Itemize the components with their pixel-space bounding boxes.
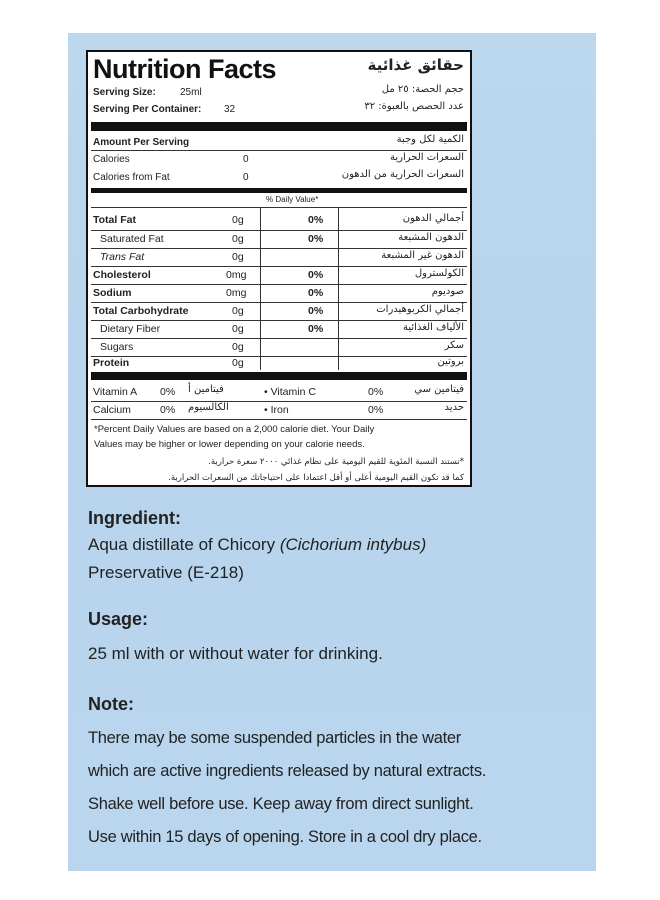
divider [91, 419, 467, 420]
nutrient-row [88, 321, 470, 338]
serving-size-arabic: حجم الحصة: ٢٥ مل [381, 84, 464, 95]
serving-size-value: 25ml [180, 87, 202, 98]
vitamin-c-arabic: فيتامين سي [414, 384, 464, 395]
calories-fat-arabic: السعرات الحرارية من الدهون [341, 169, 464, 180]
thick-rule [91, 372, 467, 380]
nutrient-arabic: سكر [444, 340, 464, 351]
footnote-english [94, 422, 464, 452]
nutrient-row [88, 212, 470, 229]
ingredient-text: Aqua distillate of Chicory [88, 535, 280, 554]
calories-label: Calories [93, 154, 130, 165]
thick-rule [91, 122, 467, 131]
ingredient-line-1 [88, 535, 426, 555]
servings-arabic: عدد الحصص بالعبوة: ٣٢ [364, 101, 464, 112]
nutrient-arabic: صوديوم [431, 286, 464, 297]
ingredient-heading: Ingredient: [88, 508, 181, 528]
vitamin-a-arabic: فيتامين أ [188, 384, 224, 395]
nutrient-amount: 0g [232, 305, 244, 317]
nutrient-label: Saturated Fat [100, 233, 164, 245]
note-line: Shake well before use. Keep away from direct sunlight. [88, 795, 474, 813]
amount-per-serving: Amount Per Serving [93, 137, 190, 148]
nutrient-label: Cholesterol [93, 269, 151, 281]
nutrient-row [88, 339, 470, 356]
nutrient-row [88, 249, 470, 266]
nutrient-row [88, 285, 470, 302]
daily-value-header: % Daily Value* [266, 195, 319, 204]
vitamin-a-label: Vitamin A [93, 386, 138, 398]
nutrient-dv: 0% [308, 269, 324, 281]
nutrient-arabic: الألياف الغذائية [403, 322, 464, 333]
note-line: There may be some suspended particles in the water [88, 729, 461, 747]
nutrient-label: Trans Fat [100, 251, 145, 263]
vitamin-c-dv: 0% [368, 386, 384, 398]
nutrient-dv: 0% [308, 287, 324, 299]
nutrient-label: Dietary Fiber [100, 323, 161, 335]
nutrient-arabic: الدهون المشبعة [398, 232, 464, 243]
nutrient-label: Sodium [93, 287, 132, 299]
nutrient-row [88, 231, 470, 248]
divider [91, 207, 467, 208]
nutrient-arabic: بروتين [437, 356, 464, 367]
servings-value: 32 [224, 104, 236, 115]
footnote-line: *Percent Daily Values are based on a 2,000 calorie diet. Your Daily [94, 424, 375, 435]
calories-arabic: السعرات الحرارية [389, 152, 464, 163]
nutrient-amount: 0g [232, 233, 244, 245]
nutrient-amount: 0g [232, 251, 244, 263]
divider [91, 150, 467, 151]
iron-dv: 0% [368, 404, 384, 416]
nutrient-row [88, 303, 470, 320]
amount-per-serving-arabic: الكمية لكل وجبة [396, 134, 464, 145]
nutrient-amount: 0g [232, 357, 244, 369]
footnote-line: *تستند النسبة المئوية للقيم اليومية على نظام غذائي ٢٠٠٠ سعرة حرارية. [208, 457, 464, 467]
medium-rule [91, 188, 467, 193]
nutrient-label: Protein [93, 357, 130, 369]
calcium-label: Calcium [93, 404, 131, 416]
nutrient-label: Total Fat [93, 214, 136, 226]
footnote-line: كما قد تكون القيم اليومية أعلى أو أقل اعتمادا على احتياجاتك من السعرات الحرارية. [168, 473, 464, 483]
usage-line: 25 ml with or without water for drinking. [88, 644, 383, 663]
nutrient-row [88, 267, 470, 284]
nutrition-title-arabic: حقائق غذائية [367, 56, 464, 74]
iron-label: • Iron [264, 404, 289, 416]
nutrient-arabic: الدهون غير المشبعة [381, 250, 464, 261]
nutrient-amount: 0g [232, 323, 244, 335]
iron-arabic: حديد [444, 402, 464, 413]
nutrient-dv: 0% [308, 305, 324, 317]
calcium-dv: 0% [160, 404, 176, 416]
note-heading: Note: [88, 694, 134, 714]
nutrition-title: Nutrition Facts [93, 54, 277, 84]
nutrient-label: Sugars [100, 341, 134, 353]
ingredient-botanical-name: (Cichorium intybus) [279, 535, 427, 554]
nutrient-arabic: الكولسترول [414, 268, 464, 279]
calories-fat-label: Calories from Fat [93, 172, 170, 183]
servings-label: Serving Per Container: [93, 104, 202, 115]
nutrient-arabic: أجمالي الدهون [402, 213, 464, 224]
vitamin-a-dv: 0% [160, 386, 176, 398]
footnote-arabic [94, 454, 464, 486]
nutrient-amount: 0mg [226, 269, 247, 281]
nutrient-dv: 0% [308, 233, 324, 245]
nutrient-arabic: أجمالي الكربوهيدرات [376, 304, 464, 315]
note-line: Use within 15 days of opening. Store in a cool dry place. [88, 828, 482, 846]
nutrient-dv: 0% [308, 323, 324, 335]
nutrient-row [88, 355, 470, 372]
calories-fat-value: 0 [243, 172, 249, 183]
nutrient-amount: 0g [232, 214, 244, 226]
usage-heading: Usage: [88, 609, 149, 629]
nutrient-amount: 0g [232, 341, 244, 353]
nutrient-amount: 0mg [226, 287, 247, 299]
divider [91, 401, 467, 402]
nutrition-facts-panel [86, 50, 472, 487]
serving-size-label: Serving Size: [93, 87, 156, 98]
calories-value: 0 [243, 154, 249, 165]
calcium-arabic: الكالسيوم [188, 402, 229, 413]
footnote-line: Values may be higher or lower depending on your calorie needs. [94, 439, 365, 450]
ingredient-line-2: Preservative (E-218) [88, 563, 244, 582]
nutrient-dv: 0% [308, 214, 324, 226]
vitamin-c-label: • Vitamin C [264, 386, 316, 398]
nutrient-label: Total Carbohydrate [93, 305, 189, 317]
note-line: which are active ingredients released by natural extracts. [88, 762, 487, 780]
